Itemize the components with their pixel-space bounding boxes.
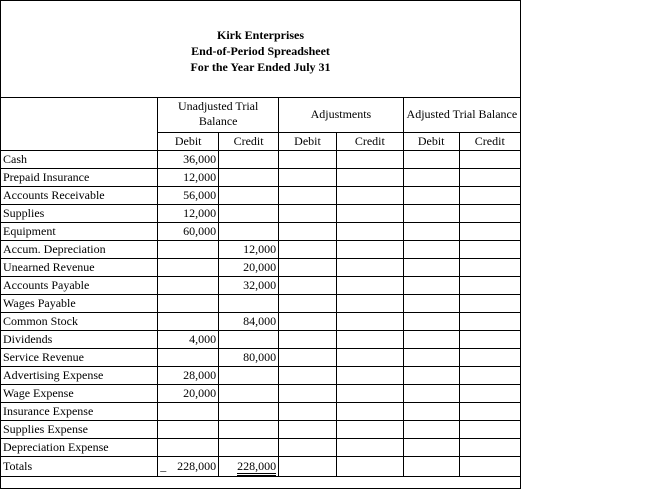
adjusted-credit — [459, 366, 520, 384]
adjusted-debit-header: Debit — [403, 132, 459, 150]
adjustments-debit — [279, 276, 337, 294]
table-row — [1, 204, 520, 222]
unadjusted-debit — [158, 258, 219, 276]
adjusted-credit-header: Credit — [459, 132, 520, 150]
report-header — [1, 1, 520, 98]
unadjusted-debit: 60,000 — [158, 222, 219, 240]
account-name: Depreciation Expense — [1, 438, 158, 456]
adjustments-debit-header: Debit — [279, 132, 337, 150]
unadjusted-credit — [219, 402, 279, 420]
adjusted-credit — [459, 330, 520, 348]
unadjusted-credit — [219, 168, 279, 186]
adjustments-credit — [336, 420, 403, 438]
underline-tick: _ — [160, 458, 167, 473]
totals-atb-debit — [403, 456, 459, 476]
account-name: Wages Payable — [1, 294, 158, 312]
unadjusted-debit — [158, 276, 219, 294]
report-title: End-of-Period Spreadsheet — [191, 44, 330, 58]
totals-credit-cell — [219, 456, 279, 476]
adjustments-debit — [279, 168, 337, 186]
table-row — [1, 330, 520, 348]
adjusted-header: Adjusted Trial Balance — [403, 97, 520, 132]
account-name: Insurance Expense — [1, 402, 158, 420]
table-row — [1, 240, 520, 258]
totals-adj-credit — [336, 456, 403, 476]
adjustments-credit — [336, 204, 403, 222]
unadjusted-credit — [219, 186, 279, 204]
unadjusted-credit — [219, 222, 279, 240]
adjusted-credit — [459, 150, 520, 168]
adjusted-credit — [459, 240, 520, 258]
account-name: Accounts Receivable — [1, 186, 158, 204]
adjustments-credit — [336, 402, 403, 420]
adjusted-credit — [459, 276, 520, 294]
adjusted-debit — [403, 438, 459, 456]
unadjusted-credit — [219, 420, 279, 438]
adjusted-credit — [459, 348, 520, 366]
table-row — [1, 150, 520, 168]
adjusted-debit — [403, 150, 459, 168]
adjusted-credit — [459, 312, 520, 330]
unadjusted-debit: 4,000 — [158, 330, 219, 348]
report-period: For the Year Ended July 31 — [190, 60, 331, 74]
adjusted-debit — [403, 330, 459, 348]
unadjusted-debit: 28,000 — [158, 366, 219, 384]
table-row — [1, 186, 520, 204]
table-row — [1, 312, 520, 330]
unadjusted-credit — [219, 150, 279, 168]
unadjusted-header: Unadjusted Trial Balance — [158, 97, 279, 132]
adjustments-credit — [336, 276, 403, 294]
adjusted-debit — [403, 312, 459, 330]
adjustments-debit — [279, 186, 337, 204]
totals-adj-debit — [279, 456, 337, 476]
unadjusted-credit — [219, 330, 279, 348]
totals-atb-credit — [459, 456, 520, 476]
adjusted-credit — [459, 402, 520, 420]
adjustments-debit — [279, 222, 337, 240]
unadjusted-credit: 84,000 — [219, 312, 279, 330]
adjustments-credit — [336, 168, 403, 186]
unadjusted-debit — [158, 438, 219, 456]
unadjusted-debit: 20,000 — [158, 384, 219, 402]
unadjusted-debit — [158, 294, 219, 312]
adjusted-credit — [459, 222, 520, 240]
account-name: Prepaid Insurance — [1, 168, 158, 186]
adjustments-credit — [336, 258, 403, 276]
adjusted-credit — [459, 438, 520, 456]
adjustments-credit — [336, 294, 403, 312]
adjusted-debit — [403, 294, 459, 312]
unadjusted-debit-header: Debit — [158, 132, 219, 150]
account-name: Unearned Revenue — [1, 258, 158, 276]
account-rows — [1, 150, 520, 456]
adjusted-debit — [403, 168, 459, 186]
company-name: Kirk Enterprises — [217, 28, 304, 42]
account-name: Equipment — [1, 222, 158, 240]
adjusted-debit — [403, 186, 459, 204]
group-header-row — [1, 97, 520, 132]
adjustments-credit — [336, 384, 403, 402]
adjustments-credit — [336, 312, 403, 330]
adjustments-credit — [336, 330, 403, 348]
totals-debit-cell — [158, 456, 219, 476]
adjustments-credit — [336, 150, 403, 168]
adjusted-debit — [403, 402, 459, 420]
unadjusted-credit — [219, 366, 279, 384]
unadjusted-credit: 12,000 — [219, 240, 279, 258]
table-row — [1, 168, 520, 186]
unadjusted-credit: 20,000 — [219, 258, 279, 276]
adjustments-debit — [279, 330, 337, 348]
adjustments-debit — [279, 294, 337, 312]
table-row — [1, 384, 520, 402]
table-row — [1, 276, 520, 294]
unadjusted-debit — [158, 402, 219, 420]
table-row — [1, 222, 520, 240]
account-name: Supplies Expense — [1, 420, 158, 438]
adjusted-debit — [403, 366, 459, 384]
adjustments-debit — [279, 402, 337, 420]
unadjusted-credit — [219, 384, 279, 402]
unadjusted-credit — [219, 204, 279, 222]
account-name: Common Stock — [1, 312, 158, 330]
worksheet-table — [1, 97, 520, 477]
adjustments-debit — [279, 258, 337, 276]
adjustments-debit — [279, 348, 337, 366]
totals-label: Totals — [1, 456, 158, 476]
table-row — [1, 258, 520, 276]
adjusted-debit — [403, 204, 459, 222]
adjusted-credit — [459, 204, 520, 222]
adjusted-debit — [403, 276, 459, 294]
adjusted-credit — [459, 420, 520, 438]
unadjusted-debit — [158, 240, 219, 258]
adjustments-header: Adjustments — [279, 97, 404, 132]
unadjusted-credit — [219, 294, 279, 312]
adjustments-debit — [279, 204, 337, 222]
adjusted-debit — [403, 258, 459, 276]
unadjusted-debit — [158, 420, 219, 438]
totals-debit: 228,000 — [177, 458, 217, 473]
adjusted-debit — [403, 420, 459, 438]
adjusted-debit — [403, 348, 459, 366]
adjusted-credit — [459, 186, 520, 204]
adjusted-debit — [403, 384, 459, 402]
adjusted-credit — [459, 258, 520, 276]
account-name: Wage Expense — [1, 384, 158, 402]
account-name: Service Revenue — [1, 348, 158, 366]
unadjusted-debit — [158, 312, 219, 330]
account-name: Cash — [1, 150, 158, 168]
adjustments-debit — [279, 240, 337, 258]
adjusted-credit — [459, 294, 520, 312]
unadjusted-debit: 12,000 — [158, 168, 219, 186]
adjustments-credit — [336, 348, 403, 366]
adjustments-credit-header: Credit — [336, 132, 403, 150]
adjustments-debit — [279, 312, 337, 330]
adjusted-credit — [459, 384, 520, 402]
adjustments-credit — [336, 240, 403, 258]
table-row — [1, 348, 520, 366]
account-name: Supplies — [1, 204, 158, 222]
account-name: Dividends — [1, 330, 158, 348]
adjustments-debit — [279, 150, 337, 168]
table-row — [1, 294, 520, 312]
adjustments-debit — [279, 438, 337, 456]
account-name: Advertising Expense — [1, 366, 158, 384]
totals-credit: 228,000 — [237, 459, 276, 476]
adjusted-debit — [403, 222, 459, 240]
table-row — [1, 366, 520, 384]
adjusted-credit — [459, 168, 520, 186]
adjustments-debit — [279, 384, 337, 402]
unadjusted-credit — [219, 438, 279, 456]
unadjusted-debit: 12,000 — [158, 204, 219, 222]
unadjusted-debit — [158, 348, 219, 366]
unadjusted-debit: 56,000 — [158, 186, 219, 204]
adjustments-credit — [336, 438, 403, 456]
adjusted-debit — [403, 240, 459, 258]
adjustments-credit — [336, 186, 403, 204]
table-row — [1, 438, 520, 456]
account-name: Accounts Payable — [1, 276, 158, 294]
totals-row — [1, 456, 520, 476]
account-header-blank — [1, 97, 158, 132]
unadjusted-debit: 36,000 — [158, 150, 219, 168]
table-row — [1, 402, 520, 420]
adjustments-credit — [336, 366, 403, 384]
adjustments-credit — [336, 222, 403, 240]
unadjusted-credit: 32,000 — [219, 276, 279, 294]
unadjusted-credit-header: Credit — [219, 132, 279, 150]
adjustments-debit — [279, 420, 337, 438]
sub-header-row — [1, 132, 520, 150]
account-name: Accum. Depreciation — [1, 240, 158, 258]
adjustments-debit — [279, 366, 337, 384]
table-row — [1, 420, 520, 438]
unadjusted-credit: 80,000 — [219, 348, 279, 366]
account-subheader-blank — [1, 132, 158, 150]
